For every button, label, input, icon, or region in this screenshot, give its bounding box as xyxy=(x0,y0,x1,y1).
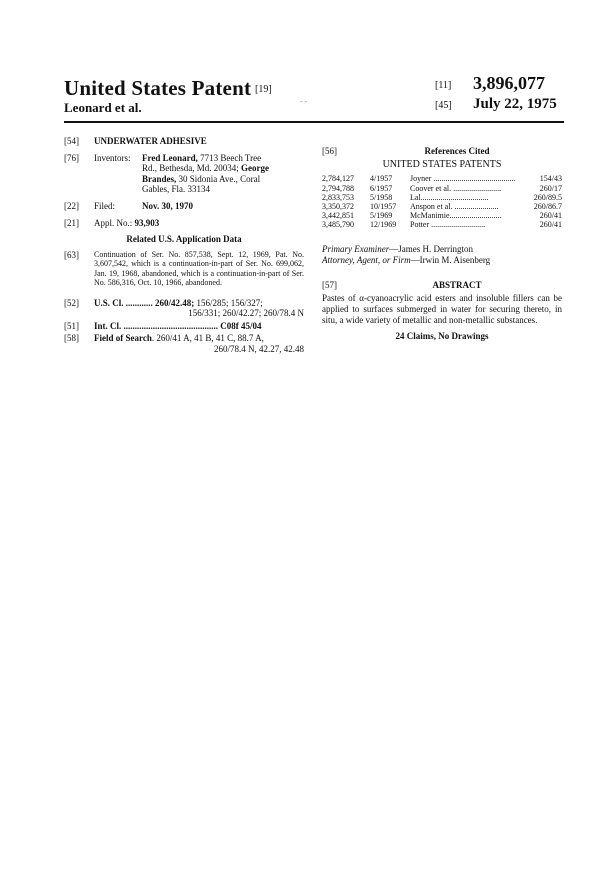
ref-name: Lal.................................. xyxy=(410,192,489,202)
inventor-name: George xyxy=(238,163,269,174)
header-rule xyxy=(64,121,564,123)
field-57 xyxy=(322,280,562,291)
primary-examiner-label: Primary Examiner xyxy=(322,243,390,254)
patent-number: 3,896,077 xyxy=(473,73,545,93)
ref-class: 260/17 xyxy=(539,183,562,193)
ref-date: 12/1969 xyxy=(370,220,397,230)
invention-title: UNDERWATER ADHESIVE xyxy=(94,136,207,146)
references-heading: References Cited xyxy=(424,146,490,156)
related-heading: Related U.S. Application Data xyxy=(126,234,242,245)
field-code: [54] xyxy=(64,136,79,146)
reference-row xyxy=(322,202,562,211)
reference-row xyxy=(322,193,562,202)
reference-row xyxy=(322,174,562,183)
field-76 xyxy=(64,153,304,195)
abstract-heading: ABSTRACT xyxy=(432,279,482,290)
references-table xyxy=(322,174,562,229)
field-code: [21] xyxy=(64,217,79,228)
appl-number: 93,903 xyxy=(134,217,160,228)
patent-title: United States Patent xyxy=(64,76,252,100)
ref-name: McManimie.......................... xyxy=(410,211,502,221)
ref-class: 260/41 xyxy=(539,220,562,230)
reference-row xyxy=(322,220,562,229)
ref-date: 5/1969 xyxy=(370,211,393,221)
filed-date: Nov. 30, 1970 xyxy=(142,201,194,212)
attorney xyxy=(322,255,562,266)
uscl-secondary: 156/285; 156/327; xyxy=(194,297,263,308)
ref-name: Potter ........................... xyxy=(410,220,486,230)
primary-examiner xyxy=(322,244,562,255)
field-code: [76] xyxy=(64,152,79,163)
ref-number: 2,794,788 xyxy=(322,183,354,193)
uscl-label: U.S. Cl. ............ xyxy=(94,297,153,308)
claims-summary: 24 Claims, No Drawings xyxy=(395,331,489,342)
inventor-name: Fred Leonard, xyxy=(142,152,198,163)
field-63 xyxy=(64,250,304,288)
us-patents-heading: UNITED STATES PATENTS xyxy=(382,158,502,170)
search-label: Field of Search xyxy=(94,333,152,344)
ref-class: 260/89.5 xyxy=(533,192,562,202)
inventor-address: Gables, Fla. 33134 xyxy=(142,184,210,195)
ref-number: 3,442,851 xyxy=(322,211,354,221)
reference-row xyxy=(322,184,562,193)
field-code: [22] xyxy=(64,201,79,212)
left-column xyxy=(64,136,304,361)
ref-date: 10/1957 xyxy=(370,201,397,211)
authors: Leonard et al. xyxy=(64,100,142,115)
continuation-text: Continuation of Ser. No. 857,538, Sept. 12, 1969, Pat. No. 3,607,542, which is a continuation-in-part of Ser. No. 699,062, Jan. 19, 1968, abandoned, which is a continuation-in-part of Ser. No. 586,316, Oct. 10, 1966, abandoned. xyxy=(94,249,304,288)
field-code: [58] xyxy=(64,333,79,344)
ref-name: Joyner ......................................... xyxy=(410,174,516,184)
appl-label: Appl. No.: xyxy=(94,217,133,228)
field-21 xyxy=(64,218,304,229)
search-values: . 260/41 A, 41 B, 41 C, 88.7 A, xyxy=(151,333,264,344)
inventor-address: 7713 Beech Tree xyxy=(197,152,262,163)
ref-class: 260/41 xyxy=(539,211,562,221)
field-code: [52] xyxy=(64,297,79,308)
primary-examiner-name: —James H. Derrington xyxy=(389,243,473,254)
ref-number: 3,350,372 xyxy=(322,201,354,211)
inventor-name: Brandes, xyxy=(142,173,177,184)
scan-mark: - - xyxy=(300,97,308,106)
field-code: [57] xyxy=(322,279,337,290)
ref-number: 2,784,127 xyxy=(322,174,354,184)
uscl-secondary: 156/331; 260/42.27; 260/78.4 N xyxy=(188,308,304,319)
inventor-address: Rd., Bethesda, Md. 20034; xyxy=(142,163,239,174)
ref-class: 154/43 xyxy=(539,174,562,184)
ref-class: 260/86.7 xyxy=(533,201,562,211)
uscl-primary: 260/42.48; xyxy=(155,297,195,308)
code-11: [11] xyxy=(435,80,452,91)
search-values: 260/78.4 N, 42.27, 42.48 xyxy=(214,344,304,355)
attorney-name: —Irwin M. Aisenberg xyxy=(410,255,491,266)
inventor-address: 30 Sidonia Ave., Coral xyxy=(176,173,261,184)
reference-row xyxy=(322,211,562,220)
field-code: [63] xyxy=(64,249,79,260)
ref-number: 3,485,790 xyxy=(322,220,354,230)
field-code: [51] xyxy=(64,320,79,331)
field-54 xyxy=(64,136,304,147)
field-51 xyxy=(64,321,304,332)
right-column xyxy=(322,146,562,342)
filed-label: Filed: xyxy=(94,201,116,212)
ref-name: Anspon et al. ...................... xyxy=(410,201,499,211)
abstract-text: Pastes of α-cyanoacrylic acid esters and insoluble fillers can be applied to surfaces submerged in water for securing thereto, in situ, a wide variety of metallic and non-metallic substances. xyxy=(322,293,562,325)
code-19: [19] xyxy=(255,84,272,95)
attorney-label: Attorney, Agent, or Firm xyxy=(322,255,411,266)
field-56 xyxy=(322,146,562,157)
ref-date: 5/1958 xyxy=(370,192,393,202)
ref-name: Coover et al. ........................ xyxy=(410,183,502,193)
intcl-value: C08f 45/04 xyxy=(220,320,262,331)
field-52 xyxy=(64,298,304,319)
code-45: [45] xyxy=(435,100,452,111)
ref-date: 6/1957 xyxy=(370,183,393,193)
field-code: [56] xyxy=(322,146,337,156)
ref-date: 4/1957 xyxy=(370,174,393,184)
inventors-label: Inventors: xyxy=(94,152,131,163)
patent-date: July 22, 1975 xyxy=(473,96,557,112)
field-58 xyxy=(64,333,304,354)
field-22 xyxy=(64,201,304,212)
intcl-label: Int. Cl. .......................................... xyxy=(94,320,219,331)
ref-number: 2,833,753 xyxy=(322,192,354,202)
